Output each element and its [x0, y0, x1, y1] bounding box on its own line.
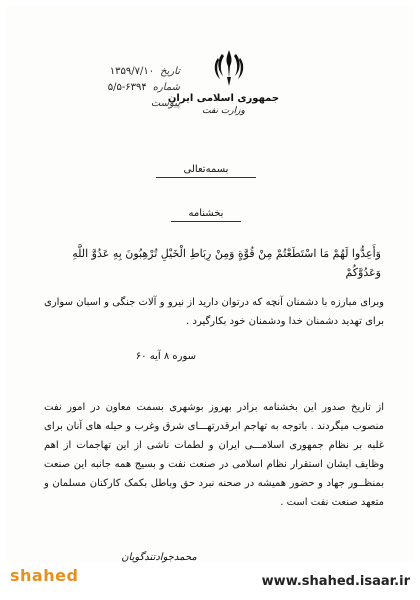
number-label: شماره [152, 82, 180, 93]
signature: محمدجوادتندگویان [121, 552, 197, 563]
number-row [50, 80, 180, 96]
org-name: جمهوری اسلامی ایران [167, 93, 280, 104]
verse-reference: سوره ۸ آیه ۶۰ [135, 351, 196, 362]
document-meta [50, 64, 180, 112]
attachment-row [50, 96, 180, 112]
bismillah-heading: بسمه‌تعالی [156, 164, 256, 178]
site-url-link[interactable]: www.shahed.isaar.ir [261, 574, 410, 589]
attachment-label: پیوست [150, 98, 180, 109]
circular-title: بخشنامه [171, 208, 241, 222]
date-value: ۱۳۵۹/۷/۱۰ [109, 66, 155, 77]
date-row [50, 64, 180, 80]
quran-verse: وَأَعِدُّوا لَهُمْ مَا اسْتَطَعْتُمْ مِنْ قُوَّةٍ وَمِنْ رِبَاطِ الْخَيْلِ تُرْهِبُونَ بِهِ عَدُوَّ اللَّهِ وَعَدُوَّكُمْ [72, 247, 381, 279]
verse-translation: وبرای مبارزه با دشمنان آنچه که درتوان دارید از نیرو و آلات جنگی و اسبان سواری برای تهدید دشمنان خدا ودشمنان خود بکارگیرد . [44, 297, 384, 327]
organization-header [166, 92, 281, 117]
document-page [6, 6, 414, 562]
date-label: تاریخ [160, 66, 180, 77]
body-paragraph: از تاریخ صدور این بخشنامه برادر بهروز بوشهری بسمت معاون در امور نفت منصوب میگردند . باتوجه به تهاجم ابرقدرتهـــای شرق وغرب و حیله های آنان برای غلبه بر نظام جمهوری اسلامـــی ایران و لطمات ناشی از این تهاجمات از اهم وظایف ایشان استقرار نظام اسلامی در صنعت نفت و بسیج همه جانبه این صنعت بمنظــور جهاد و حضور همیشه در صحنه نبرد حق وباطل بکمک کارکنان مسلمان و متعهد صنعت نفت است . [44, 402, 384, 508]
circular-body [44, 398, 384, 512]
ministry-name: وزارت نفت [202, 106, 245, 116]
shahed-logo: shahed [10, 566, 79, 585]
iran-emblem-icon [211, 48, 247, 88]
number-value: ۵/۵-۶۳۹۴ [107, 82, 147, 93]
